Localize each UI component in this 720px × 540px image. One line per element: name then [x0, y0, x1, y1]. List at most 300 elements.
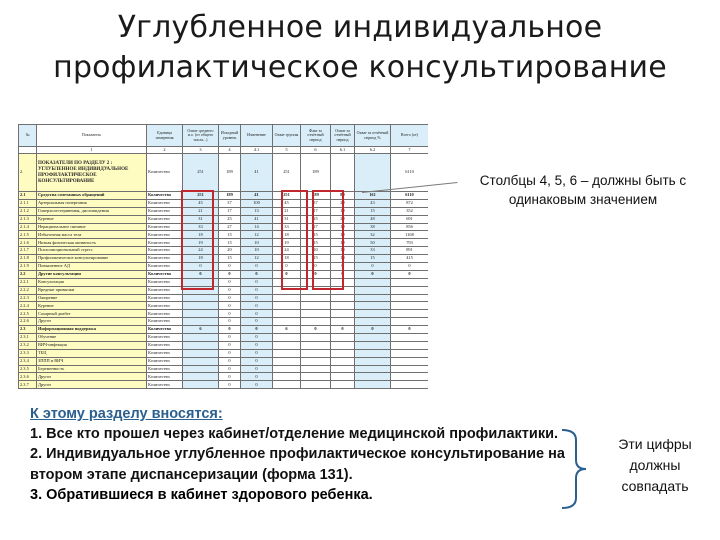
value-cell [391, 349, 429, 357]
row-unit-cell: Количество [147, 341, 183, 349]
table-row [19, 357, 429, 365]
value-cell [301, 294, 331, 302]
value-cell [391, 278, 429, 286]
table-row [19, 263, 429, 271]
table-header-cell: Факт за отчётный период [301, 125, 331, 147]
table-row [19, 207, 429, 215]
list-item-2: 2. Индивидуальное углубленное профилактическое консультирование на втором этапе диспансеризации (форма 131). [30, 446, 565, 483]
table-header-cell: Охват среднего и.о. (от общего числа...) [183, 125, 219, 147]
value-cell [355, 341, 391, 349]
value-cell: 161 [355, 192, 391, 200]
row-code-cell: 2.1.7 [19, 247, 37, 255]
value-cell [273, 373, 301, 381]
column-number-cell: 2 [147, 147, 183, 154]
value-cell: 0 [219, 270, 241, 278]
value-cell: 0 [241, 302, 273, 310]
value-cell [355, 294, 391, 302]
value-cell: 13 [241, 207, 273, 215]
right-brace-icon [560, 428, 590, 510]
row-unit-cell: Количество [147, 223, 183, 231]
row-name-cell: ЗППП и ВИЧ [37, 357, 147, 365]
table-row [19, 302, 429, 310]
value-cell: 15 [219, 255, 241, 263]
row-unit-cell: Количество [147, 286, 183, 294]
value-cell: 48 [355, 215, 391, 223]
value-cell: 41 [241, 154, 273, 192]
value-cell: 6110 [391, 192, 429, 200]
table-row [19, 381, 429, 389]
value-cell [355, 318, 391, 326]
value-cell: 0 [241, 381, 273, 389]
highlight-column-6 [312, 190, 344, 290]
value-cell [391, 302, 429, 310]
row-code-cell: 2.2.3 [19, 294, 37, 302]
column-number-cell: 7 [391, 147, 429, 154]
value-cell [301, 334, 331, 342]
value-cell: 0 [331, 326, 355, 334]
value-cell: 15 [301, 239, 331, 247]
value-cell: 41 [241, 192, 273, 200]
column-number-cell: 4.1 [241, 147, 273, 154]
value-cell: 15 [301, 255, 331, 263]
value-cell [183, 349, 219, 357]
table-header-cell: Всего (от) [391, 125, 429, 147]
value-cell: 0 [241, 286, 273, 294]
value-cell [355, 278, 391, 286]
value-cell [331, 154, 355, 192]
value-cell: 0 [219, 349, 241, 357]
row-name-cell: Профилактическое консультирование [37, 255, 147, 263]
table-header-cell: Охват за отчётный период [331, 125, 355, 147]
row-unit-cell: Количество [147, 278, 183, 286]
value-cell [391, 294, 429, 302]
value-cell [301, 318, 331, 326]
table-row [19, 341, 429, 349]
body-text [30, 404, 590, 505]
row-code-cell: 2.1.8 [19, 255, 37, 263]
value-cell: 27 [301, 223, 331, 231]
value-cell: 10 [331, 247, 355, 255]
row-name-cell: Сахарный диабет [37, 310, 147, 318]
row-code-cell: 2.3.1 [19, 334, 37, 342]
numbers-coincide-note: Эти цифры должны совпадать [618, 436, 692, 494]
value-cell: 0 [219, 302, 241, 310]
value-cell: 0 [355, 263, 391, 271]
table-row [19, 286, 429, 294]
table-header-cell: Охват за отчётный период % [355, 125, 391, 147]
value-cell: 0 [219, 263, 241, 271]
value-cell [331, 373, 355, 381]
row-unit-cell: Количество [147, 373, 183, 381]
value-cell: 15 [219, 231, 241, 239]
row-name-cell: Другие консультации [37, 270, 147, 278]
row-unit-cell: Количество [147, 270, 183, 278]
row-unit-cell: Количество [147, 381, 183, 389]
value-cell: 0 [241, 294, 273, 302]
value-cell: 10 [331, 255, 355, 263]
value-cell: 33 [183, 223, 219, 231]
value-cell: 0 [241, 357, 273, 365]
table-row [19, 247, 429, 255]
value-cell: 15 [355, 255, 391, 263]
row-name-cell: Ожирение [37, 294, 147, 302]
table-row [19, 278, 429, 286]
value-cell: 0 [391, 263, 429, 271]
value-cell: 0 [301, 270, 331, 278]
value-cell: 0 [273, 263, 301, 271]
value-cell [355, 357, 391, 365]
value-cell [273, 341, 301, 349]
section-heading: К этому разделу вносятся: [30, 406, 223, 422]
row-unit-cell: Количество [147, 154, 183, 192]
value-cell [391, 357, 429, 365]
value-cell: 45 [183, 199, 219, 207]
table-header-cell: № [19, 125, 37, 147]
value-cell: 20 [301, 247, 331, 255]
value-cell: 0 [241, 365, 273, 373]
value-cell: 18 [273, 255, 301, 263]
value-cell [273, 310, 301, 318]
spreadsheet-image [18, 124, 428, 406]
list-item-1: 1. Все кто прошел через кабинет/отделение медицинской профилактики. [30, 426, 559, 443]
value-cell [183, 318, 219, 326]
value-cell: 100 [241, 199, 273, 207]
row-name-cell: Курение [37, 302, 147, 310]
table-cell [19, 147, 37, 154]
value-cell: 33 [273, 223, 301, 231]
value-cell: 0 [241, 318, 273, 326]
value-cell: 41 [241, 215, 273, 223]
value-cell: 15 [219, 239, 241, 247]
row-code-cell: 2.1.1 [19, 199, 37, 207]
row-unit-cell: Количество [147, 357, 183, 365]
slide-title-line-1: Углубленное индивидуальное [117, 10, 603, 45]
row-code-cell: 2.3.2 [19, 341, 37, 349]
row-code-cell: 2.3.7 [19, 381, 37, 389]
value-cell [391, 341, 429, 349]
row-code-cell: 2.2.5 [19, 310, 37, 318]
column-number-cell: 4 [219, 147, 241, 154]
value-cell: 691 [391, 215, 429, 223]
column-number-cell: 6.1 [331, 147, 355, 154]
value-cell: 0 [241, 341, 273, 349]
value-cell: 0 [219, 286, 241, 294]
value-cell: 0 [183, 270, 219, 278]
value-cell [301, 310, 331, 318]
value-cell: 1168 [391, 231, 429, 239]
value-cell: 0 [241, 278, 273, 286]
value-cell [391, 318, 429, 326]
row-name-cell: Гиперхолестеринемия, дислипидемия [37, 207, 147, 215]
value-cell [355, 302, 391, 310]
row-code-cell: 2.3.3 [19, 349, 37, 357]
table-header-cell: Охват группы [273, 125, 301, 147]
table-header-row [19, 125, 429, 147]
value-cell [355, 349, 391, 357]
value-cell: 25 [301, 215, 331, 223]
value-cell [391, 373, 429, 381]
value-cell: 14 [241, 223, 273, 231]
value-cell [301, 381, 331, 389]
value-cell [273, 294, 301, 302]
row-name-cell: Другое [37, 318, 147, 326]
value-cell [355, 373, 391, 381]
value-cell: 189 [301, 192, 331, 200]
value-cell: 251 [273, 192, 301, 200]
value-cell [273, 302, 301, 310]
table-row [19, 223, 429, 231]
row-code-cell: 2.1.2 [19, 207, 37, 215]
row-code-cell: 2.1.3 [19, 215, 37, 223]
value-cell [355, 154, 391, 192]
row-unit-cell: Количество [147, 310, 183, 318]
value-cell: 19 [273, 239, 301, 247]
row-code-cell: 2.1.6 [19, 239, 37, 247]
row-name-cell: Курение [37, 215, 147, 223]
value-cell [273, 334, 301, 342]
value-cell: 0 [241, 263, 273, 271]
value-cell: 0 [301, 326, 331, 334]
value-cell: 0 [219, 334, 241, 342]
value-cell: 17 [219, 207, 241, 215]
value-cell: 18 [183, 255, 219, 263]
row-name-cell: Нерациональное питание [37, 223, 147, 231]
value-cell: 33 [355, 247, 391, 255]
value-cell [355, 310, 391, 318]
section-title-cell: ПОКАЗАТЕЛИ ПО РАЗДЕЛУ 2 : УГЛУБЛЕННОЕ ИНДИВИДУАЛЬНОЕ ПРОФИЛАКТИЧЕСКОЕ КОНСУЛЬТИРОВАНИЕ [37, 154, 147, 192]
table-row [19, 239, 429, 247]
value-cell [391, 381, 429, 389]
table-row [19, 199, 429, 207]
value-cell: 6110 [391, 154, 429, 192]
value-cell [355, 286, 391, 294]
row-name-cell: Беременность [37, 365, 147, 373]
value-cell [331, 349, 355, 357]
table-row [19, 294, 429, 302]
value-cell [183, 310, 219, 318]
value-cell: 251 [273, 154, 301, 192]
value-cell: 856 [391, 223, 429, 231]
value-cell: 0 [183, 263, 219, 271]
value-cell: 415 [391, 255, 429, 263]
row-unit-cell: Количество [147, 365, 183, 373]
table-row [19, 255, 429, 263]
value-cell [183, 357, 219, 365]
value-cell [273, 365, 301, 373]
value-cell [183, 294, 219, 302]
value-cell: 793 [391, 239, 429, 247]
table-row [19, 373, 429, 381]
value-cell: 50 [355, 239, 391, 247]
value-cell [273, 349, 301, 357]
column-number-cell: 5 [273, 147, 301, 154]
row-code-cell: 2.1 [19, 192, 37, 200]
value-cell: 17 [301, 207, 331, 215]
row-code-cell: 2.3.5 [19, 365, 37, 373]
row-code-cell: 2.3 [19, 326, 37, 334]
value-cell: 10 [241, 247, 273, 255]
value-cell: 10 [331, 223, 355, 231]
value-cell [355, 365, 391, 373]
row-unit-cell: Количество [147, 207, 183, 215]
table-header-cell: Показатель [37, 125, 147, 147]
row-code-cell: 2.1.9 [19, 263, 37, 271]
value-cell: 15 [355, 207, 391, 215]
value-cell: 872 [391, 199, 429, 207]
row-unit-cell: Количество [147, 318, 183, 326]
row-code-cell: 2.2.1 [19, 278, 37, 286]
value-cell: 25 [219, 215, 241, 223]
value-cell [331, 294, 355, 302]
row-code-cell: 2.1.5 [19, 231, 37, 239]
row-name-cell: Повышенное АД [37, 263, 147, 271]
row-unit-cell: Количество [147, 334, 183, 342]
value-cell [391, 334, 429, 342]
table-row [19, 215, 429, 223]
value-cell: 0 [241, 373, 273, 381]
value-cell: 20 [331, 199, 355, 207]
value-cell [331, 341, 355, 349]
value-cell: 27 [219, 223, 241, 231]
row-name-cell: Информационная поддержка [37, 326, 147, 334]
value-cell [301, 365, 331, 373]
column-number-cell: 6.2 [355, 147, 391, 154]
value-cell [331, 302, 355, 310]
value-cell [301, 373, 331, 381]
row-unit-cell: Количество [147, 239, 183, 247]
value-cell: 18 [273, 231, 301, 239]
row-code-cell: 2.2.6 [19, 318, 37, 326]
row-unit-cell: Количество [147, 255, 183, 263]
value-cell: 251 [183, 154, 219, 192]
value-cell [391, 286, 429, 294]
column-number-cell: 6 [301, 147, 331, 154]
value-cell [331, 357, 355, 365]
table-row [19, 365, 429, 373]
value-cell [273, 357, 301, 365]
row-code-cell: 2.2.2 [19, 286, 37, 294]
value-cell: 43 [355, 199, 391, 207]
row-name-cell: ВИЧ-инфекция [37, 341, 147, 349]
value-cell [301, 349, 331, 357]
value-cell: 0 [219, 310, 241, 318]
value-cell: 10 [241, 239, 273, 247]
value-cell [331, 381, 355, 389]
value-cell: 0 [219, 278, 241, 286]
list-item-3: 3. Обратившиеся в кабинет здорового ребенка. [30, 486, 373, 503]
value-cell [183, 381, 219, 389]
table-row [19, 326, 429, 334]
row-unit-cell: Количество [147, 263, 183, 271]
value-cell: 0 [355, 270, 391, 278]
value-cell: 37 [301, 199, 331, 207]
table-header-cell: Исходный уровень [219, 125, 241, 147]
value-cell [183, 373, 219, 381]
row-name-cell: Консультация [37, 278, 147, 286]
value-cell: 18 [183, 231, 219, 239]
value-cell: 21 [273, 207, 301, 215]
value-cell: 891 [391, 247, 429, 255]
value-cell [183, 341, 219, 349]
row-name-cell: ТБЦ [37, 349, 147, 357]
row-name-cell: Артериальная гипертония [37, 199, 147, 207]
row-unit-cell: Количество [147, 231, 183, 239]
value-cell: 32 [355, 231, 391, 239]
value-cell [331, 318, 355, 326]
row-code-cell: 2.3.6 [19, 373, 37, 381]
row-name-cell: Вредные привычки [37, 286, 147, 294]
row-unit-cell: Количество [147, 192, 183, 200]
value-cell: 0 [241, 310, 273, 318]
value-cell: 31 [273, 215, 301, 223]
row-name-cell: Низкая физическая активность [37, 239, 147, 247]
value-cell [273, 381, 301, 389]
value-cell: 0 [391, 270, 429, 278]
value-cell: 352 [391, 207, 429, 215]
value-cell: 20 [219, 247, 241, 255]
table-row [19, 310, 429, 318]
row-unit-cell: Количество [147, 349, 183, 357]
value-cell: 10 [331, 231, 355, 239]
row-code-cell: 2.3.4 [19, 357, 37, 365]
value-cell [183, 302, 219, 310]
value-cell: 0 [219, 365, 241, 373]
value-cell: 20 [331, 215, 355, 223]
row-code-cell: 2.2 [19, 270, 37, 278]
value-cell: 80 [331, 192, 355, 200]
value-cell [391, 365, 429, 373]
value-cell: 0 [219, 341, 241, 349]
value-cell: 31 [183, 215, 219, 223]
table-row [19, 231, 429, 239]
value-cell [355, 381, 391, 389]
row-name-cell: Избыточная масса тела [37, 231, 147, 239]
row-unit-cell: Количество [147, 302, 183, 310]
value-cell: 24 [273, 247, 301, 255]
highlight-column-5 [281, 190, 308, 290]
value-cell: 0 [301, 263, 331, 271]
table-row [19, 270, 429, 278]
value-cell [331, 334, 355, 342]
slide-title [0, 8, 720, 88]
columns-equal-note: Столбцы 4, 5, 6 – должны быть с одинаковым значением [479, 173, 687, 207]
value-cell: 45 [273, 199, 301, 207]
value-cell: 0 [241, 270, 273, 278]
value-cell: 19 [183, 239, 219, 247]
value-cell: 38 [355, 223, 391, 231]
value-cell: 0 [391, 326, 429, 334]
value-cell: 6 [273, 326, 301, 334]
value-cell: 24 [183, 247, 219, 255]
value-cell: 251 [183, 192, 219, 200]
table-header-cell: Единица измерения [147, 125, 183, 147]
value-cell: 0 [219, 318, 241, 326]
value-cell [183, 365, 219, 373]
table-row [19, 192, 429, 200]
value-cell: 6 [183, 326, 219, 334]
slide-title-line-2: профилактическое консультирование [53, 50, 667, 85]
value-cell: 189 [301, 154, 331, 192]
indicators-table [18, 124, 428, 389]
row-name-cell: Обучение [37, 334, 147, 342]
value-cell [301, 357, 331, 365]
row-code-cell: 2. [19, 154, 37, 192]
column-number-cell: 3 [183, 147, 219, 154]
column-number-cell: 1 [37, 147, 147, 154]
value-cell [355, 334, 391, 342]
row-unit-cell: Количество [147, 326, 183, 334]
value-cell [391, 310, 429, 318]
